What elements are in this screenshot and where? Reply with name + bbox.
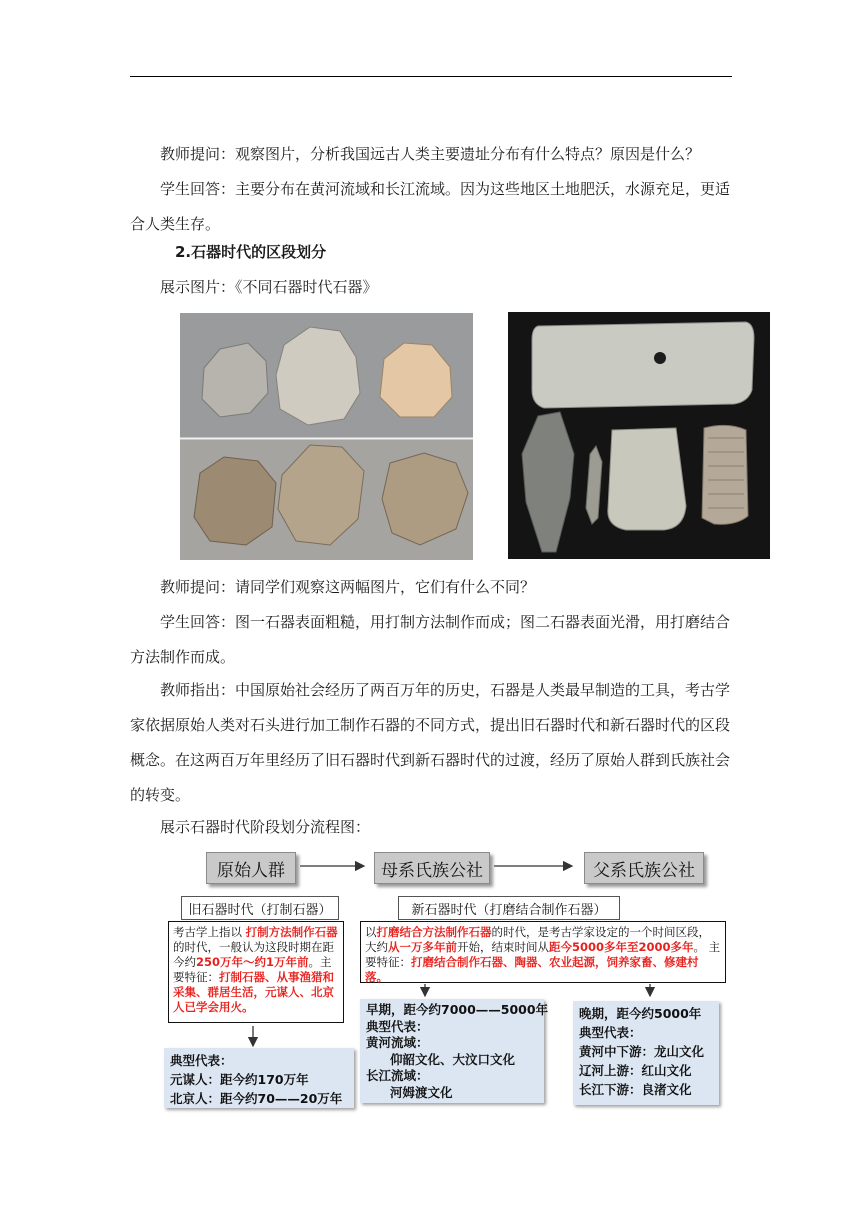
show-flowchart-caption: 展示石器时代阶段划分流程图： [160, 818, 371, 836]
teacher-question-2: 教师提问：请同学们观察这两幅图片，它们有什么不同？ [160, 578, 536, 596]
era-paleolithic: 旧石器时代（打制石器） [181, 896, 339, 920]
show-picture-caption: 展示图片：《不同石器时代石器》 [160, 278, 378, 296]
hongshan-culture: 辽河上游：红山文化 [579, 1063, 692, 1078]
desc-text: 的时代，是考古学家设定的一个时间区段，大约 [365, 925, 710, 954]
paleolithic-examples [164, 1048, 354, 1108]
student-answer-2: 学生回答：图一石器表面粗糙，用打制方法制作而成；图二石器表面光滑，用打磨结合方法制作而成。 [130, 613, 731, 666]
example-yuanmou: 元谋人：距今约170万年 [170, 1072, 309, 1087]
desc-highlight: 从一万多年前 [388, 940, 457, 954]
example-peking: 北京人：距今约70——20万年 [170, 1091, 343, 1106]
desc-highlight: 打磨结合方法制作石器 [376, 925, 492, 939]
late-examples-label: 典型代表： [579, 1025, 642, 1040]
neolithic-late-period [573, 1001, 719, 1105]
yangtze-cultures: 河姆渡文化 [390, 1084, 453, 1100]
paleolithic-stones-photo [180, 313, 473, 560]
liangzhu-culture: 长江下游：良渚文化 [579, 1082, 692, 1097]
stage-matrilineal-clan: 母系氏族公社 [374, 852, 490, 884]
stage-primitive-group: 原始人群 [206, 852, 296, 884]
desc-highlight: 打制石器、从事渔猎和采集、群居生活，元谋人、北京人已学会用火。 [173, 970, 334, 1014]
desc-text: 的时代，一般认为这段时期在距今约 [173, 940, 334, 969]
era-neolithic: 新石器时代（打磨结合制作石器） [398, 896, 620, 920]
longshan-culture: 黄河中下游：龙山文化 [579, 1044, 705, 1059]
desc-highlight: 250万年～约1万年前 [196, 955, 309, 969]
desc-highlight: 打制方法制作石器 [245, 925, 338, 939]
desc-highlight: 打磨结合制作石器、陶器、农业起源，饲养家畜、修建村落。 [365, 955, 699, 984]
yellow-river-label: 黄河流域： [366, 1035, 429, 1050]
desc-text: 。 主要特征： [365, 940, 721, 969]
yangtze-label: 长江流域： [366, 1068, 429, 1083]
desc-text: 考古学上指以 [173, 925, 246, 939]
desc-text: 以 [365, 925, 377, 939]
student-answer-1: 学生回答：主要分布在黄河流域和长江流域。因为这些地区土地肥沃，水源充足，更适合人类生存。 [130, 180, 731, 233]
stage-patrilineal-clan: 父系氏族公社 [584, 852, 704, 884]
yellow-river-cultures: 仰韶文化、大汶口文化 [390, 1051, 516, 1067]
neolithic-early-period [360, 999, 549, 1103]
neolithic-stones-photo [508, 312, 770, 559]
stone-age-flowchart [160, 850, 740, 1110]
section-heading: 2.石器时代的区段划分 [175, 243, 327, 261]
early-examples-label: 典型代表： [366, 1018, 429, 1034]
examples-title: 典型代表： [170, 1053, 233, 1068]
late-period-title: 晚期，距今约5000年 [579, 1006, 702, 1021]
desc-text: 。主要特征： [173, 955, 332, 984]
header-rule [130, 76, 732, 77]
teacher-question-1: 教师提问：观察图片，分析我国远古人类主要遗址分布有什么特点？原因是什么？ [160, 145, 701, 163]
desc-highlight: 距今5000多年至2000多年 [549, 940, 694, 954]
teacher-point: 教师指出：中国原始社会经历了两百万年的历史，石器是人类最早制造的工具，考古学家依据原始人类对石头进行加工制作石器的不同方式，提出旧石器时代和新石器时代的区段概念。在这两百万年里经历了旧石器时代到新石器时代的过渡，经历了原始人群到氏族社会的转变。 [130, 681, 731, 804]
early-period-title: 早期，距今约7000——5000年 [366, 1002, 549, 1017]
desc-text: 开始，结束时间从 [457, 940, 549, 954]
